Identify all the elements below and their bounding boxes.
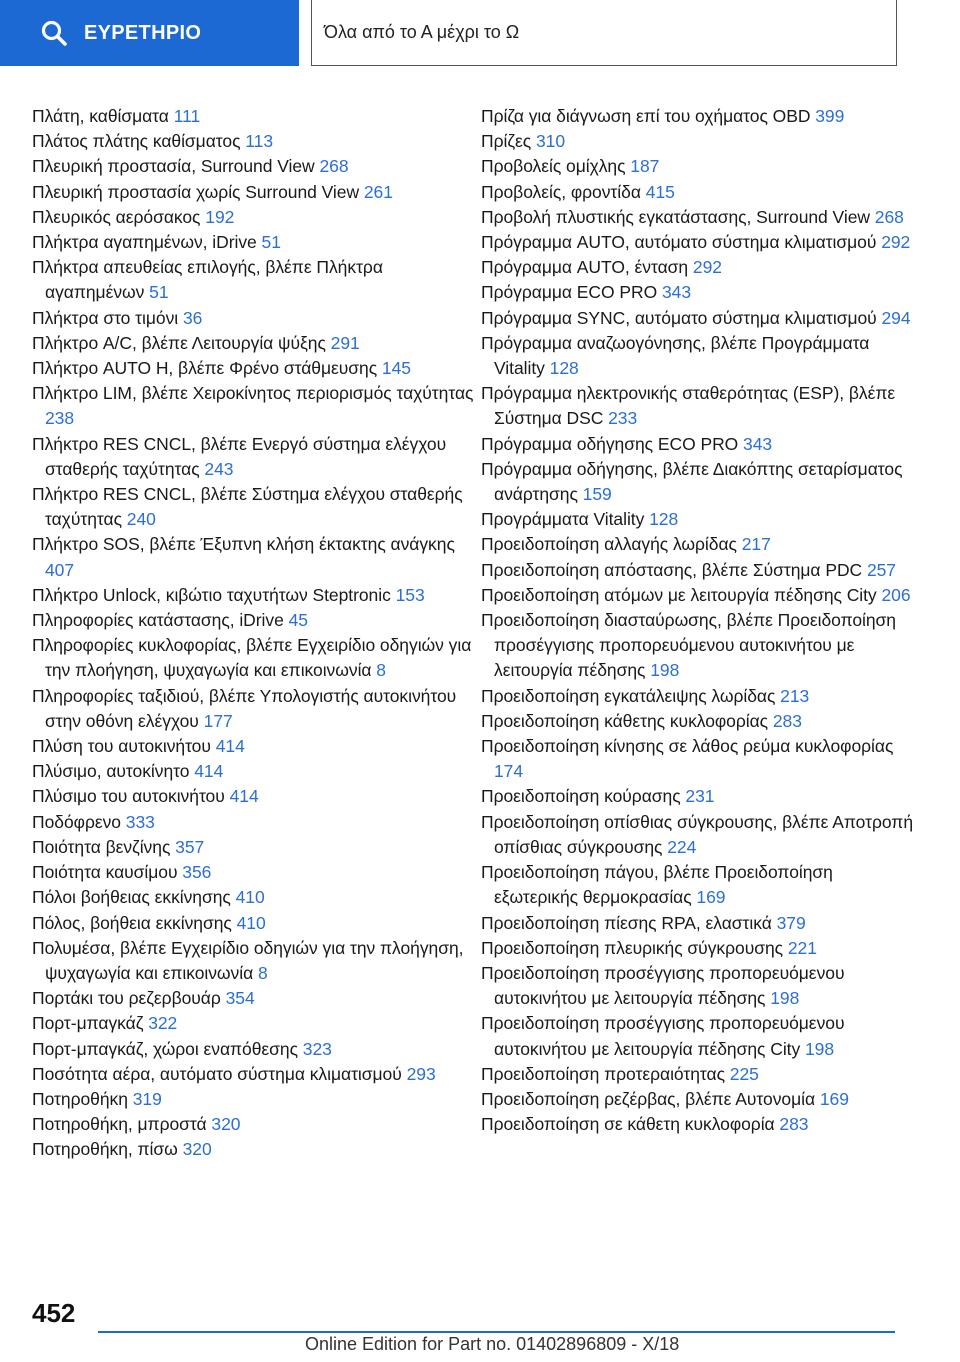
index-entry-text: Ποτηροθήκη [32, 1088, 133, 1109]
index-entry-text: Πλευρική προστασία χωρίς Surround View [32, 181, 364, 202]
index-entry-text: Πλήκτρο A/C, βλέπε Λειτουργία ψύξης [32, 332, 331, 353]
page-reference-link[interactable]: 159 [582, 484, 612, 505]
index-entry-text: Πρόγραμμα SYNC, αυτόματο σύστημα κλιματισμού [481, 307, 882, 328]
index-column-left [32, 104, 482, 1163]
index-entry-text: Πλύση του αυτοκινήτου [32, 736, 216, 757]
index-entry [32, 381, 482, 431]
page-reference-link[interactable]: 257 [866, 559, 896, 580]
page-reference-link[interactable]: 320 [182, 1139, 212, 1160]
page-reference-link[interactable]: 221 [787, 937, 817, 958]
page-reference-link[interactable]: 407 [45, 559, 75, 580]
index-entry [32, 1087, 482, 1112]
index-entry-text: Προειδοποίηση προσέγγισης προπορευόμενου αυτοκινήτου με λειτουργία πέδησης City [481, 1013, 845, 1059]
page-reference-link[interactable]: 354 [225, 988, 255, 1009]
index-entry [481, 129, 921, 154]
index-entry [481, 381, 921, 431]
index-entry-text: Προειδοποίηση διασταύρωσης, βλέπε Προειδοποίηση προσέγγισης προπορευόμενου αυτοκινήτου με λειτουργία πέδησης [481, 610, 896, 681]
page-reference-link[interactable]: 51 [261, 232, 281, 253]
index-entry [481, 961, 921, 1011]
index-entry [32, 633, 482, 683]
index-entry [32, 154, 482, 179]
index-entry-text: Πορτάκι του ρεζερβουάρ [32, 988, 226, 1009]
index-entry-text: Πλήκτρο RES CNCL, βλέπε Σύστημα ελέγχου σταθερής ταχύτητας [32, 484, 463, 530]
index-search-tab[interactable] [0, 0, 299, 66]
index-entry-text: Προειδοποίηση οπίσθιας σύγκρουσης, βλέπε Αποτροπή οπίσθιας σύγκρουσης [481, 811, 914, 857]
index-entry-text: Προειδοποίηση ρεζέρβας, βλέπε Αυτονομία [481, 1088, 820, 1109]
section-title: Όλα από το Α μέχρι το Ω [324, 22, 520, 42]
page-reference-link[interactable]: 174 [494, 761, 524, 782]
page-reference-link[interactable]: 268 [874, 206, 904, 227]
index-entry [481, 255, 921, 280]
page-reference-link[interactable]: 145 [381, 358, 411, 379]
index-entry-text: Προειδοποίηση αλλαγής λωρίδας [481, 534, 742, 555]
index-entry-text: Προβολείς, φροντίδα [481, 181, 646, 202]
index-entry-text: Πληροφορίες κατάστασης, iDrive [32, 610, 289, 631]
page-reference-link[interactable]: 8 [257, 962, 268, 983]
index-entry-text: Πορτ-μπαγκάζ [32, 1013, 149, 1034]
page-reference-link[interactable]: 343 [743, 433, 773, 454]
page-number: 452 [32, 1298, 76, 1328]
index-entry [481, 331, 921, 381]
page-reference-link[interactable]: 410 [236, 912, 266, 933]
index-entry [481, 457, 921, 507]
index-entry-text: Προγράμματα Vitality [481, 509, 650, 530]
index-entry-text: Προειδοποίηση πλευρικής σύγκρουσης [481, 937, 788, 958]
index-entry [32, 810, 482, 835]
index-entry [481, 230, 921, 255]
index-entry [481, 1062, 921, 1087]
index-entry-text: Πρίζες [481, 131, 536, 152]
index-entry [32, 180, 482, 205]
page-reference-link[interactable]: 414 [194, 761, 224, 782]
index-entry-text: Πρόγραμμα οδήγησης ECO PRO [481, 433, 744, 454]
index-entry [32, 759, 482, 784]
page-reference-link[interactable]: 379 [776, 912, 806, 933]
page-reference-link[interactable]: 187 [630, 156, 660, 177]
edition-text: Online Edition for Part no. 01402896809 - X/18 [305, 1334, 680, 1354]
index-entry [32, 306, 482, 331]
index-entry-text: Πλευρικός αερόσακος [32, 206, 206, 227]
page-reference-link[interactable]: 399 [815, 106, 845, 126]
search-icon [40, 19, 68, 47]
page-reference-link[interactable]: 343 [661, 282, 692, 303]
index-entry [481, 936, 921, 961]
index-entry-text: Πλάτη, καθίσματα [32, 106, 174, 126]
page-reference-link[interactable]: 294 [881, 307, 911, 328]
index-entry-text: Πλήκτρο AUTO H, βλέπε Φρένο στάθμευσης [32, 358, 382, 379]
index-entry [32, 784, 482, 809]
index-entry-text: Ποτηροθήκη, πίσω [32, 1139, 183, 1160]
page-reference-link[interactable]: 169 [696, 887, 726, 908]
index-entry-text: Προειδοποίηση προτεραιότητας [481, 1063, 730, 1084]
index-entry-text: Προειδοποίηση πάγου, βλέπε Προειδοποίηση εξωτερικής θερμοκρασίας [481, 862, 833, 908]
index-entry [481, 684, 921, 709]
index-entry [481, 709, 921, 734]
index-entry [481, 532, 921, 557]
header [0, 0, 960, 66]
page-reference-link[interactable]: 320 [211, 1114, 241, 1135]
index-entry [32, 835, 482, 860]
index-entry-text: Πλάτος πλάτης καθίσματος [32, 131, 246, 152]
index-entry-text: Πλήκτρο Unlock, κιβώτιο ταχυτήτων Steptronic [32, 584, 396, 605]
index-entry [32, 230, 482, 255]
index-entry [32, 104, 482, 129]
index-entry-text: Πρίζα για διάγνωση επί του οχήματος OBD [481, 106, 816, 126]
index-entry-text: Προειδοποίηση κίνησης σε λάθος ρεύμα κυκλοφορίας [481, 736, 894, 757]
index-entry-text: Πλύσιμο, αυτοκίνητο [32, 761, 195, 782]
page-reference-link[interactable]: 323 [302, 1038, 332, 1059]
index-entry [481, 1112, 921, 1137]
page-reference-link[interactable]: 111 [173, 106, 201, 126]
index-entry [32, 885, 482, 910]
index-entry [481, 583, 921, 608]
page-reference-link[interactable]: 319 [132, 1088, 162, 1109]
page-reference-link[interactable]: 45 [288, 610, 308, 631]
index-entry-text: Πλήκτρα αγαπημένων, iDrive [32, 232, 262, 253]
page-reference-link[interactable]: 51 [149, 282, 169, 303]
page-reference-link[interactable]: 206 [881, 584, 911, 605]
index-entry-text: Πρόγραμμα οδήγησης, βλέπε Διακόπτης σεταρίσματος ανάρτησης [481, 458, 903, 505]
index-entry [481, 810, 921, 860]
index-entry [32, 356, 482, 381]
index-entry [32, 432, 482, 482]
index-entry-text: Ποσότητα αέρα, αυτόματο σύστημα κλιματισμού [32, 1063, 407, 1084]
footer-divider [98, 1331, 895, 1333]
index-entry-text: Προειδοποίηση κάθετης κυκλοφορίας [481, 710, 773, 731]
index-entry [481, 860, 921, 910]
page-reference-link[interactable]: 292 [692, 257, 722, 278]
index-entry [481, 911, 921, 936]
index-entry-text: Προειδοποίηση πίεσης RPA, ελαστικά [481, 912, 777, 933]
index-entry-text: Πλήκτρα απευθείας επιλογής, βλέπε Πλήκτρα αγαπημένων [32, 257, 383, 303]
page-reference-link[interactable]: 153 [395, 584, 425, 605]
page-reference-link[interactable]: 240 [126, 509, 156, 530]
index-entry [32, 1062, 482, 1087]
page-reference-link[interactable]: 36 [182, 307, 203, 328]
page-reference-link[interactable]: 414 [229, 786, 259, 807]
index-entry-text: Πλήκτρο SOS, βλέπε Έξυπνη κλήση έκτακτης ανάγκης [32, 534, 455, 555]
index-entry [481, 1011, 921, 1061]
index-entry [32, 936, 482, 986]
page-reference-link[interactable]: 128 [549, 358, 579, 379]
page-reference-link[interactable]: 128 [649, 509, 679, 530]
index-entry [32, 255, 482, 305]
index-entry [481, 154, 921, 179]
page-reference-link[interactable]: 283 [779, 1114, 809, 1135]
index-entry-text: Ποτηροθήκη, μπροστά [32, 1114, 212, 1135]
index-entry-text: Ποιότητα βενζίνης [32, 836, 176, 857]
page-reference-link[interactable]: 414 [215, 736, 245, 757]
page-reference-link[interactable]: 225 [729, 1063, 759, 1084]
index-entry [32, 911, 482, 936]
index-entry-text: Πληροφορίες ταξιδιού, βλέπε Υπολογιστής αυτοκινήτου στην οθόνη ελέγχου [32, 685, 457, 731]
index-entry-text: Πρόγραμμα ECO PRO [481, 282, 662, 303]
index-entry [481, 104, 921, 129]
index-entry-text: Προβολείς ομίχλης [481, 156, 631, 177]
index-entry [32, 1112, 482, 1137]
index-entry-text: Πολυμέσα, βλέπε Εγχειρίδιο οδηγιών για την πλοήγηση, ψυχαγωγία και επικοινωνία [32, 937, 464, 983]
index-entry [32, 734, 482, 759]
index-entry-text: Πληροφορίες κυκλοφορίας, βλέπε Εγχειρίδιο οδηγιών για την πλοήγηση, ψυχαγωγία και επικοινωνία [32, 635, 472, 681]
index-entry [481, 507, 921, 532]
index-entry-text: Πλύσιμο του αυτοκινήτου [32, 786, 230, 807]
index-entry [481, 734, 921, 784]
index-entry [32, 1137, 482, 1162]
page-reference-link[interactable]: 217 [741, 534, 771, 555]
index-entry [32, 1011, 482, 1036]
page-reference-link[interactable]: 177 [203, 710, 233, 731]
page-reference-link[interactable]: 293 [406, 1063, 436, 1084]
index-entry-text: Προειδοποίηση προσέγγισης προπορευόμενου αυτοκινήτου με λειτουργία πέδησης [481, 962, 845, 1009]
index-entry-text: Πόλος, βοήθεια εκκίνησης [32, 912, 237, 933]
page-reference-link[interactable]: 415 [645, 181, 675, 202]
index-entry-text: Προειδοποίηση απόστασης, βλέπε Σύστημα PDC [481, 559, 867, 580]
page-reference-link[interactable]: 333 [125, 811, 155, 832]
index-entry [32, 608, 482, 633]
index-entry [32, 129, 482, 154]
page-reference-link[interactable]: 310 [535, 131, 566, 152]
index-entry [32, 532, 482, 582]
index-entry [481, 280, 921, 305]
index-entry-text: Πόλοι βοήθειας εκκίνησης [32, 887, 236, 908]
page-reference-link[interactable]: 410 [235, 887, 265, 908]
index-entry [481, 1087, 921, 1112]
index-entry [32, 986, 482, 1011]
page-reference-link[interactable]: 356 [182, 862, 212, 883]
index-entry [481, 608, 921, 684]
section-title-tab [311, 0, 897, 66]
index-entry-text: Προειδοποίηση κούρασης [481, 786, 686, 807]
page-reference-link[interactable]: 8 [376, 660, 386, 681]
index-entry-text: Πλευρική προστασία, Surround View [32, 156, 320, 177]
index-entry [32, 331, 482, 356]
index-entry-text: Πλήκτρο LIM, βλέπε Χειροκίνητος περιορισμός ταχύτητας [32, 383, 474, 404]
index-entry [481, 180, 921, 205]
page-reference-link[interactable]: 224 [667, 836, 697, 857]
index-entry-text: Πρόγραμμα AUTO, αυτόματο σύστημα κλιματισμού [481, 232, 882, 253]
index-entry [481, 205, 921, 230]
page-reference-link[interactable]: 322 [148, 1013, 178, 1034]
index-entry-text: Προειδοποίηση εγκατάλειψης λωρίδας [481, 685, 781, 706]
page-reference-link[interactable]: 291 [330, 332, 360, 353]
page-reference-link[interactable]: 357 [175, 836, 205, 857]
page-reference-link[interactable]: 213 [780, 685, 810, 706]
page-reference-link[interactable]: 198 [805, 1038, 835, 1059]
index-entry [32, 1037, 482, 1062]
index-entry [481, 432, 921, 457]
index-entry [32, 205, 482, 230]
index-entry-text: Πρόγραμμα AUTO, ένταση [481, 257, 693, 278]
index-entry-text: Ποδόφρενο [32, 811, 126, 832]
index-entry [481, 784, 921, 809]
page-reference-link[interactable]: 198 [650, 660, 680, 681]
page-reference-link[interactable]: 231 [685, 786, 715, 807]
index-entry [32, 482, 482, 532]
index-entry-text: Πρόγραμμα αναζωογόνησης, βλέπε Προγράμματα Vitality [481, 332, 870, 379]
page-reference-link[interactable]: 261 [363, 181, 393, 202]
index-entry-text: Πρόγραμμα ηλεκτρονικής σταθερότητας (ESP), βλέπε Σύστημα DSC [481, 383, 896, 429]
index-column-right [481, 104, 921, 1137]
page-reference-link[interactable]: 192 [205, 206, 235, 227]
index-entry [32, 860, 482, 885]
index-entry-text: Προειδοποίηση ατόμων με λειτουργία πέδησης City [481, 584, 882, 605]
index-entry [481, 306, 921, 331]
index-entry [32, 583, 482, 608]
index-entry-text: Ποιότητα καυσίμου [32, 862, 183, 883]
index-entry-text: Πλήκτρα στο τιμόνι [32, 307, 183, 328]
index-entry-text: Προβολή πλυστικής εγκατάστασης, Surround View [481, 206, 875, 227]
page-reference-link[interactable]: 292 [881, 232, 911, 253]
index-entry [32, 684, 482, 734]
page-reference-link[interactable]: 238 [45, 408, 75, 429]
page-reference-link[interactable]: 283 [772, 710, 802, 731]
page-reference-link[interactable]: 233 [608, 408, 638, 429]
page-reference-link[interactable]: 268 [319, 156, 349, 177]
page-reference-link[interactable]: 113 [245, 131, 274, 152]
page-reference-link[interactable]: 169 [819, 1088, 849, 1109]
index-entry-text: Προειδοποίηση σε κάθετη κυκλοφορία [481, 1114, 780, 1135]
index-entry [481, 558, 921, 583]
page-reference-link[interactable]: 198 [770, 988, 800, 1009]
page-reference-link[interactable]: 243 [204, 458, 234, 479]
index-entry-text: Πλήκτρο RES CNCL, βλέπε Ενεργό σύστημα ελέγχου σταθερής ταχύτητας [32, 433, 447, 479]
index-entry-text: Πορτ-μπαγκάζ, χώροι εναπόθεσης [32, 1038, 303, 1059]
index-label: ΕΥΡΕΤΗΡΙΟ [84, 21, 202, 44]
